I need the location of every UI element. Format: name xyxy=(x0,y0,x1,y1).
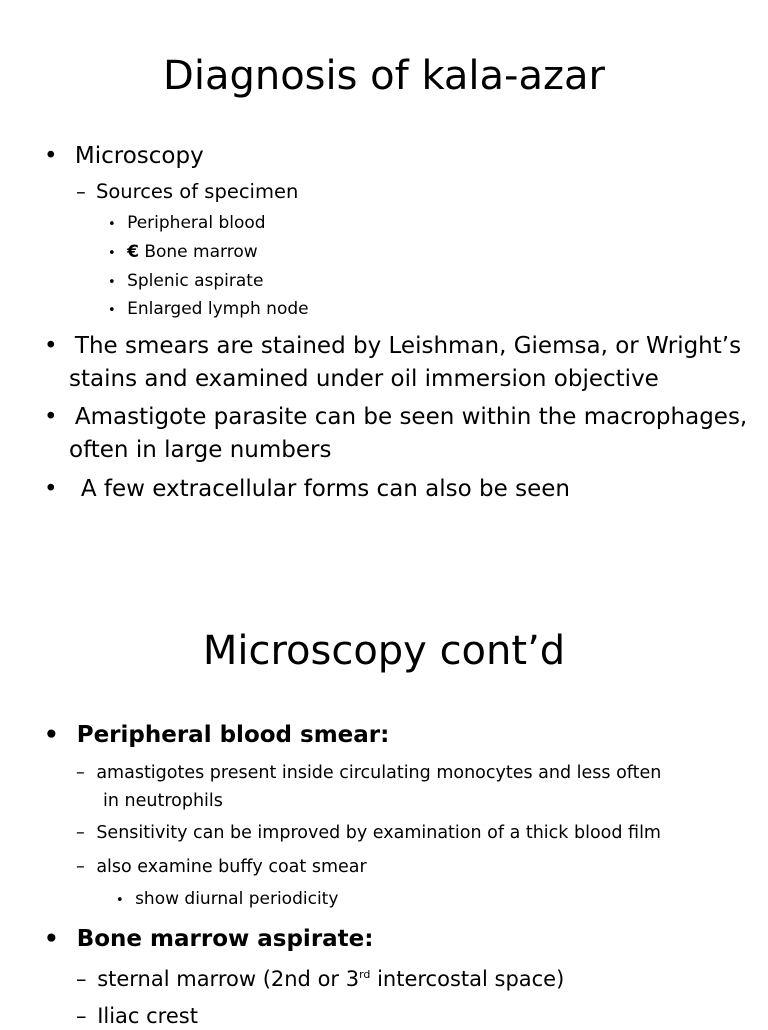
bullet-continuation: stains and examined under oil immersion objective xyxy=(69,366,659,392)
sub-bullet-text-part: sternal marrow (2nd or 3 xyxy=(97,967,360,991)
dash-marker: – xyxy=(76,823,85,843)
sub-sub-text: Bone marrow xyxy=(144,242,258,262)
dash-marker: – xyxy=(76,1004,87,1028)
sub-bullet-item xyxy=(76,761,661,785)
sub-bullet-text: also examine buffy coat smear xyxy=(96,857,367,877)
bullet-marker: • xyxy=(44,333,58,359)
bullet-text: The smears are stained by Leishman, Giemsa, or Wright’s xyxy=(74,333,742,359)
bullet-marker: • xyxy=(108,217,116,232)
superscript: rd xyxy=(359,968,371,981)
section-heading: Peripheral blood smear: xyxy=(76,722,390,748)
sub-sub-text: Splenic aspirate xyxy=(127,271,264,291)
bullet-continuation: often in large numbers xyxy=(69,437,332,463)
sub-bullet-text: amastigotes present inside circulating monocytes and less often xyxy=(96,763,662,783)
sub-bullet-text: Sources of specimen xyxy=(95,180,299,203)
bullet-item xyxy=(44,923,373,956)
section-heading: Bone marrow aspirate: xyxy=(76,926,374,952)
sub-bullet-text xyxy=(97,967,564,991)
bullet-marker: • xyxy=(44,476,58,502)
sub-sub-bullet-item xyxy=(116,887,338,913)
sub-sub-text: show diurnal periodicity xyxy=(135,889,339,909)
sub-bullet-item xyxy=(76,1002,198,1030)
sub-bullet-text: Iliac crest xyxy=(97,1004,198,1028)
sub-bullet-item xyxy=(76,821,661,845)
slide-title: Microscopy cont’d xyxy=(202,628,566,674)
dash-marker: – xyxy=(76,763,85,783)
bullet-marker: • xyxy=(116,893,124,908)
dash-marker: – xyxy=(76,857,85,877)
bullet-marker: • xyxy=(108,275,116,290)
sub-bullet-continuation: in neutrophils xyxy=(103,791,223,811)
sub-bullet-item xyxy=(76,855,367,879)
bullet-item xyxy=(44,719,389,752)
sub-bullet-text: Sensitivity can be improved by examination of a thick blood film xyxy=(96,823,661,843)
bullet-marker: • xyxy=(108,246,116,261)
sub-bullet-text-part: intercostal space) xyxy=(370,967,565,991)
bullet-marker: • xyxy=(44,722,59,748)
bullet-marker: • xyxy=(108,303,116,318)
bullet-text: A few extracellular forms can also be seen xyxy=(80,476,570,502)
sub-sub-text: Enlarged lymph node xyxy=(127,299,309,319)
euro-icon: € xyxy=(127,242,139,262)
bullet-marker: • xyxy=(44,143,58,169)
dash-marker: – xyxy=(76,967,87,991)
bullet-marker: • xyxy=(44,404,58,430)
bullet-marker: • xyxy=(44,926,59,952)
bullet-text: Amastigote parasite can be seen within the macrophages, xyxy=(74,404,748,430)
dash-marker: – xyxy=(76,180,86,203)
bullet-text: Microscopy xyxy=(74,143,204,169)
slide-title: Diagnosis of kala-azar xyxy=(163,53,605,99)
sub-bullet-item xyxy=(76,965,564,993)
sub-sub-text: Peripheral blood xyxy=(127,213,266,233)
